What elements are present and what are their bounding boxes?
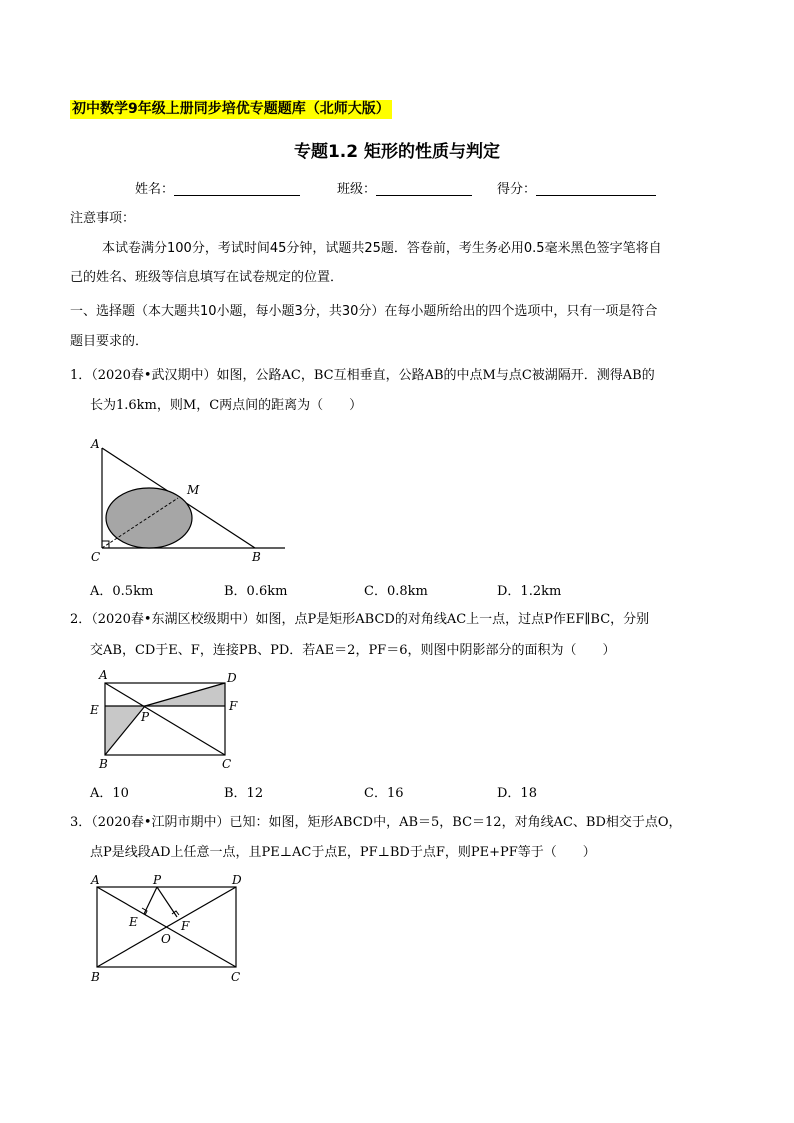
label-m: M (187, 483, 200, 497)
label-a: A (91, 873, 100, 887)
class-label: 班级： (337, 182, 377, 197)
name-blank[interactable] (174, 181, 300, 196)
page-title: 专题1.2 矩形的性质与判定 (293, 142, 501, 162)
label-p: P (153, 873, 162, 887)
notice-heading: 注意事项： (70, 211, 136, 226)
notice-line-2: 己的姓名、班级等信息填写在试卷规定的位置． (70, 270, 344, 285)
q1-option-d[interactable]: D．1.2km (497, 584, 562, 599)
label-b: B (91, 970, 100, 984)
header-tag: 初中数学9年级上册同步培优专题题库（北师大版） (72, 101, 390, 117)
notice-line-1: 本试卷满分100分，考试时间45分钟，试题共25题．答卷前，考生务必用0.5毫米黑色签字笔将自 (102, 241, 662, 256)
q1-option-c[interactable]: C．0.8km (364, 584, 428, 599)
label-c: C (222, 757, 232, 771)
name-label: 姓名： (135, 182, 175, 197)
q2-figure (85, 666, 245, 776)
q1-figure (80, 430, 300, 570)
score-label: 得分： (497, 182, 537, 197)
label-c: C (231, 970, 241, 984)
section-line-1: 一、选择题（本大题共10小题，每小题3分，共30分）在每小题所给出的四个选项中，只有一项是符合 (70, 304, 658, 319)
section-line-2: 题目要求的． (70, 334, 149, 349)
label-d: D (227, 671, 237, 685)
class-field[interactable] (337, 178, 472, 197)
label-b: B (99, 757, 108, 771)
q3-line-1: 3．（2020春•江阴市期中）已知：如图，矩形ABCD中，AB＝5，BC＝12，对角线AC、BD相交于点O， (70, 815, 682, 830)
label-a: A (91, 437, 100, 451)
label-o: O (161, 932, 171, 946)
label-e: E (129, 915, 138, 929)
q2-option-a[interactable]: A．10 (90, 786, 129, 801)
label-b: B (252, 550, 261, 564)
q2-option-c[interactable]: C．16 (364, 786, 404, 801)
name-field[interactable] (135, 178, 300, 197)
label-f: F (229, 699, 238, 713)
label-a: A (99, 668, 108, 682)
score-field[interactable] (497, 178, 656, 197)
label-e: E (90, 703, 99, 717)
lake-ellipse (106, 488, 192, 548)
q1-line-1: 1．（2020春•武汉期中）如图，公路AC，BC互相垂直，公路AB的中点M与点C被湖隔开．测得AB的 (70, 368, 655, 383)
score-blank[interactable] (536, 181, 656, 196)
q1-option-a[interactable]: A．0.5km (90, 584, 154, 599)
label-c: C (91, 550, 101, 564)
q3-line-2: 点P是线段AD上任意一点，且PE⊥AC于点E，PF⊥BD于点F，则PE+PF等于（ ） (90, 845, 596, 860)
q2-option-d[interactable]: D．18 (497, 786, 537, 801)
class-blank[interactable] (376, 181, 472, 196)
q3-figure (85, 868, 255, 990)
label-d: D (232, 873, 242, 887)
q1-option-b[interactable]: B．0.6km (224, 584, 288, 599)
q2-line-1: 2．（2020春•东湖区校级期中）如图，点P是矩形ABCD的对角线AC上一点，过点P作EF∥BC，分别 (70, 612, 650, 627)
q1-line-2: 长为1.6km，则M，C两点间的距离为（ ） (90, 398, 363, 413)
q2-option-b[interactable]: B．12 (224, 786, 264, 801)
label-p: P (141, 710, 150, 724)
q2-line-2: 交AB，CD于E、F，连接PB、PD．若AE＝2，PF＝6，则图中阴影部分的面积为（ ） (90, 643, 616, 658)
label-f: F (181, 919, 190, 933)
